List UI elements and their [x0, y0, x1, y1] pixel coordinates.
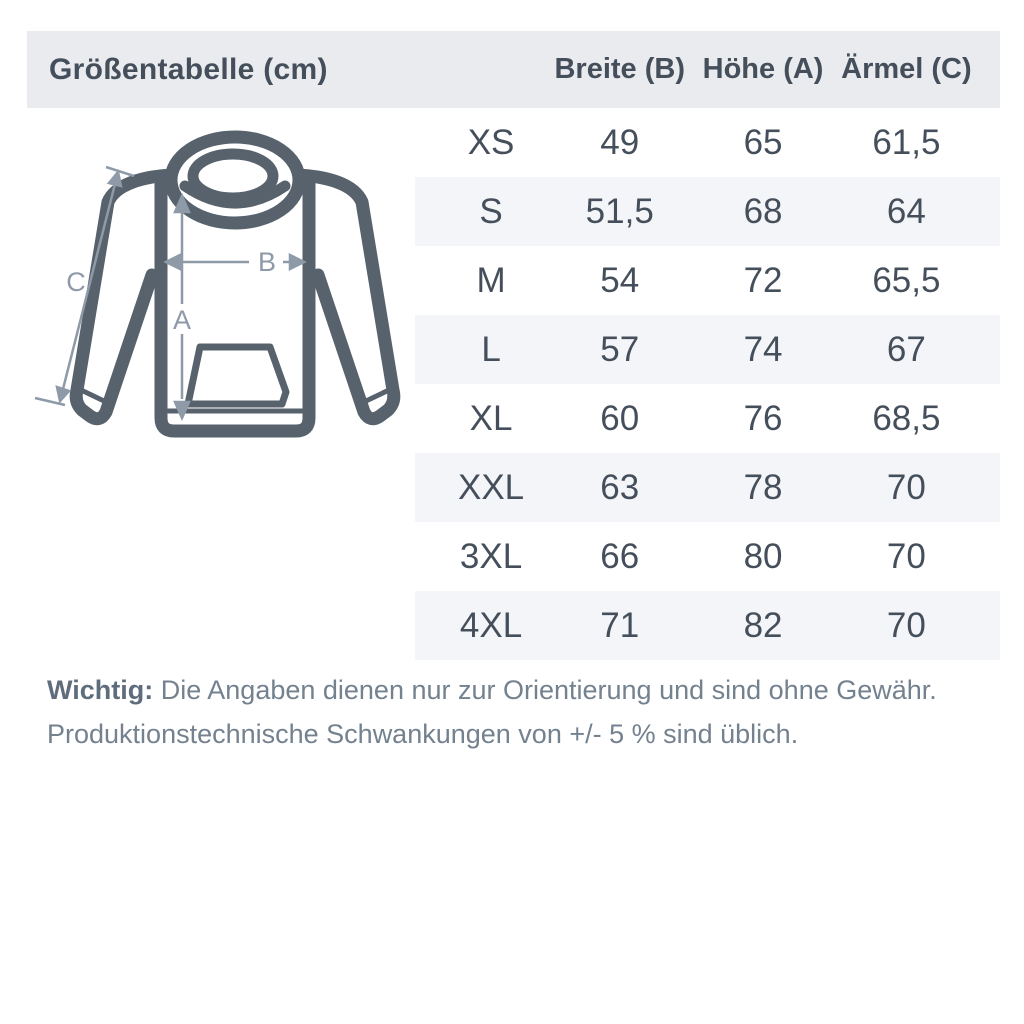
arrow-c-head-top [109, 172, 121, 186]
size-table [415, 108, 1000, 660]
breite-value: 51,5 [585, 191, 654, 231]
hoodie-measurement-diagram [20, 120, 420, 465]
hood-inner [193, 154, 273, 198]
hoehe-value: 80 [743, 536, 783, 576]
breite-value: 54 [600, 260, 640, 300]
table-row [415, 591, 1000, 660]
aermel-value: 70 [886, 605, 926, 645]
hoehe-value: 68 [743, 191, 783, 231]
note-label: Wichtig: [47, 675, 154, 705]
column-header-breite: Breite (B) [554, 53, 685, 85]
page-title: Größentabelle (cm) [49, 52, 328, 86]
table-row [415, 246, 1000, 315]
arrow-b-head-left [166, 255, 180, 269]
size-label: 4XL [459, 605, 523, 645]
table-row [415, 522, 1000, 591]
left-cuff-line [81, 390, 104, 401]
aermel-value: 65,5 [872, 260, 941, 300]
breite-value: 66 [600, 536, 640, 576]
aermel-value: 68,5 [872, 398, 941, 438]
column-header-hoehe: Höhe (A) [702, 53, 824, 85]
size-label: S [479, 191, 503, 231]
size-label: L [481, 329, 501, 369]
label-b: B [257, 247, 277, 277]
label-c: C [66, 267, 86, 297]
arrow-c-head-bottom [57, 387, 69, 401]
hoehe-value: 82 [743, 605, 783, 645]
arrow-c-tick-top [106, 167, 134, 176]
size-label: XS [467, 122, 515, 162]
table-row [415, 177, 1000, 246]
hoehe-value: 76 [743, 398, 783, 438]
table-row [415, 384, 1000, 453]
table-row [415, 108, 1000, 177]
table-header-bar [27, 31, 1000, 108]
arrow-b-head-right [290, 255, 304, 269]
aermel-value: 61,5 [872, 122, 941, 162]
right-cuff-line [366, 390, 389, 401]
aermel-value: 67 [886, 329, 926, 369]
hoehe-value: 65 [743, 122, 783, 162]
size-label: 3XL [459, 536, 523, 576]
aermel-value: 70 [886, 467, 926, 507]
hoehe-value: 74 [743, 329, 783, 369]
hoehe-value: 78 [743, 467, 783, 507]
note-line1: Die Angaben dienen nur zur Orientierung und sind ohne Gewähr. [160, 675, 937, 705]
breite-value: 49 [600, 122, 640, 162]
size-label: XXL [457, 467, 525, 507]
aermel-value: 64 [886, 191, 926, 231]
pocket [188, 347, 286, 404]
aermel-value: 70 [886, 536, 926, 576]
size-label: XL [469, 398, 513, 438]
breite-value: 71 [600, 605, 640, 645]
disclaimer-note [47, 668, 987, 756]
note-line2: Produktionstechnische Schwankungen von +/- 5 % sind üblich. [47, 719, 799, 749]
label-a: A [172, 305, 192, 335]
column-headers [415, 31, 1000, 108]
column-header-aermel: Ärmel (C) [841, 53, 972, 85]
breite-value: 63 [600, 467, 640, 507]
table-row [415, 453, 1000, 522]
hoodie-outline [76, 137, 394, 431]
table-row [415, 315, 1000, 384]
size-label: M [476, 260, 506, 300]
breite-value: 60 [600, 398, 640, 438]
breite-value: 57 [600, 329, 640, 369]
hoehe-value: 72 [743, 260, 783, 300]
